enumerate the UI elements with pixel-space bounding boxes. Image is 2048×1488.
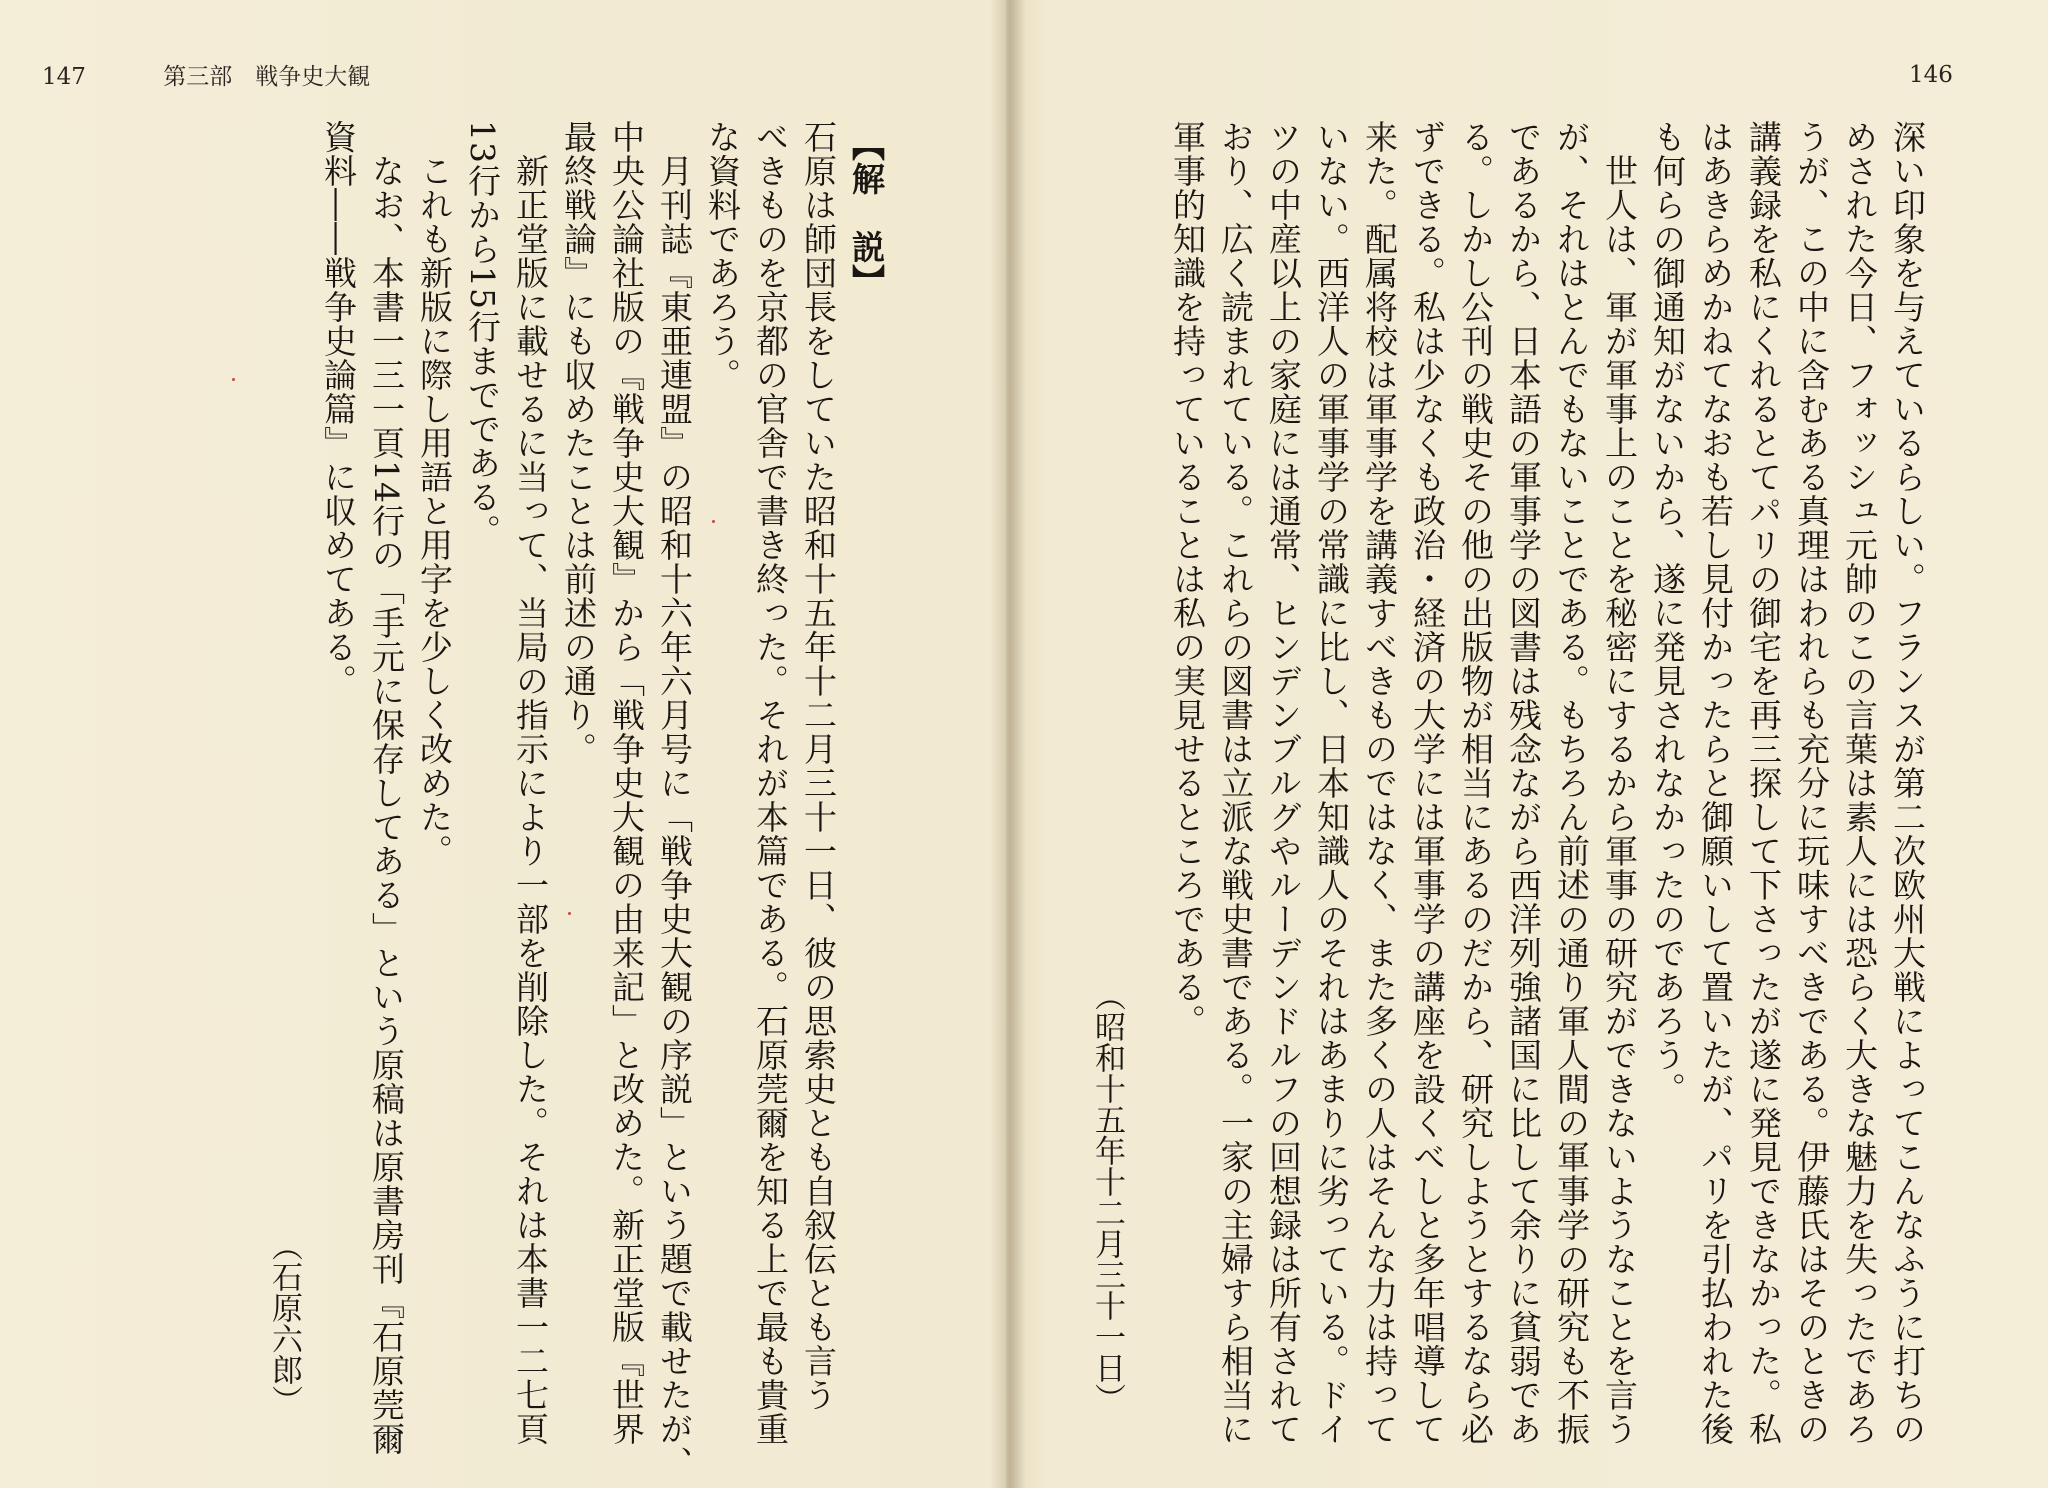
essay-date-line: （昭和十五年十二月三十一日） — [1089, 980, 1125, 1414]
commentary-column: べきものを京都の官舎で書き終った。それが本篇である。石原莞爾を知る上で最も貴重 — [751, 120, 790, 1446]
commentary-column: 月刊誌『東亜連盟』の昭和十六年六月号に「戦争史大観の序説」という題で載せたが、 — [655, 120, 694, 1480]
essay-column: 軍事的知識を持っていることは私の実見せるところである。 — [1168, 120, 1207, 1038]
commentary-column: 最終戦論』にも収めたことは前述の通り。 — [559, 120, 598, 766]
commentary-column: 中央公論社版の『戦争史大観』から「戦争史大観の由来記」と改めた。新正堂版『世界 — [607, 120, 646, 1446]
scan-speck — [712, 520, 715, 523]
essay-text — [1143, 120, 1931, 1446]
commentary-signature: （石原六郎） — [266, 1230, 302, 1416]
essay-column: はあきらめかねてなおも若し見付かったらと御願いして置いたが、パリを引払われた後 — [1696, 120, 1735, 1446]
essay-column: うが、この中に含むある真理はわれらも充分に玩味すべきである。伊藤氏はそのときの — [1792, 120, 1831, 1446]
essay-column: ずできる。私は少なくも政治・経済の大学には軍事学の講座を設くべしと多年唱導して — [1408, 120, 1447, 1446]
essay-column: 講義録を私にくれるとてパリの御宅を再三探して下さったが遂に発見できなかった。私 — [1744, 120, 1783, 1446]
right-page-number: 146 — [1909, 62, 1953, 88]
commentary-column: なお、本書一三一頁14行の「手元に保存してある」という原稿は原書房刊『石原莞爾 — [367, 120, 406, 1456]
commentary-column: 13行から15行までである。 — [463, 120, 502, 548]
scan-speck — [568, 912, 571, 915]
commentary-column: 石原は師団長をしていた昭和十五年十二月三十一日、彼の思索史とも自叙伝とも言う — [799, 120, 838, 1412]
left-page-header — [42, 58, 370, 91]
commentary-text — [312, 120, 890, 1480]
book-gutter — [990, 0, 1026, 1488]
commentary-column: これも新版に際し用語と用字を少しく改めた。 — [415, 120, 454, 868]
essay-column: 深い印象を与えているらしい。フランスが第二次欧州大戦によってこんなふうに打ちの — [1888, 120, 1927, 1446]
essay-column: めされた今日、フォッシュ元帥のこの言葉は素人には恐らく大きな魅力を失ったであろ — [1840, 120, 1879, 1446]
commentary-column: な資料であろう。 — [703, 120, 742, 392]
essay-column: も何らの御通知がないから、遂に発見されなかったのであろう。 — [1648, 120, 1687, 1106]
essay-column: 来た。配属将校は軍事学を講義すべきものではなく、また多くの人はそんな力は持って — [1360, 120, 1399, 1446]
running-title: 第三部 戦争史大観 — [163, 64, 371, 90]
left-page-number: 147 — [42, 64, 86, 90]
commentary-column: 資料――戦争史論篇』に収めてある。 — [319, 120, 358, 698]
commentary-column: 新正堂版に載せるに当って、当局の指示により一部を削除した。それは本書一二七頁 — [511, 120, 550, 1446]
commentary-heading: 【解 説】 — [847, 128, 886, 298]
essay-column: る。しかし公刊の戦史その他の出版物が相当にあるのだから、研究しようとするなら必 — [1456, 120, 1495, 1446]
essay-column: であるから、日本語の軍事学の図書は残念ながら西洋列強諸国に比して余りに貧弱であ — [1504, 120, 1543, 1446]
essay-column: いない。西洋人の軍事学の常識に比し、日本知識人のそれはあまりに劣っている。ドイ — [1312, 120, 1351, 1446]
essay-column: おり、広く読まれている。これらの図書は立派な戦史書である。一家の主婦すら相当に — [1216, 120, 1255, 1446]
essay-column: 世人は、軍が軍事上のことを秘密にするから軍事の研究ができないようなことを言う — [1600, 120, 1639, 1446]
scan-speck — [232, 378, 235, 381]
essay-column: ツの中産以上の家庭には通常、ヒンデンブルグやルーデンドルフの回想録は所有されて — [1264, 120, 1303, 1446]
essay-column: が、それはとんでもないことである。もちろん前述の通り軍人間の軍事学の研究も不振 — [1552, 120, 1591, 1446]
